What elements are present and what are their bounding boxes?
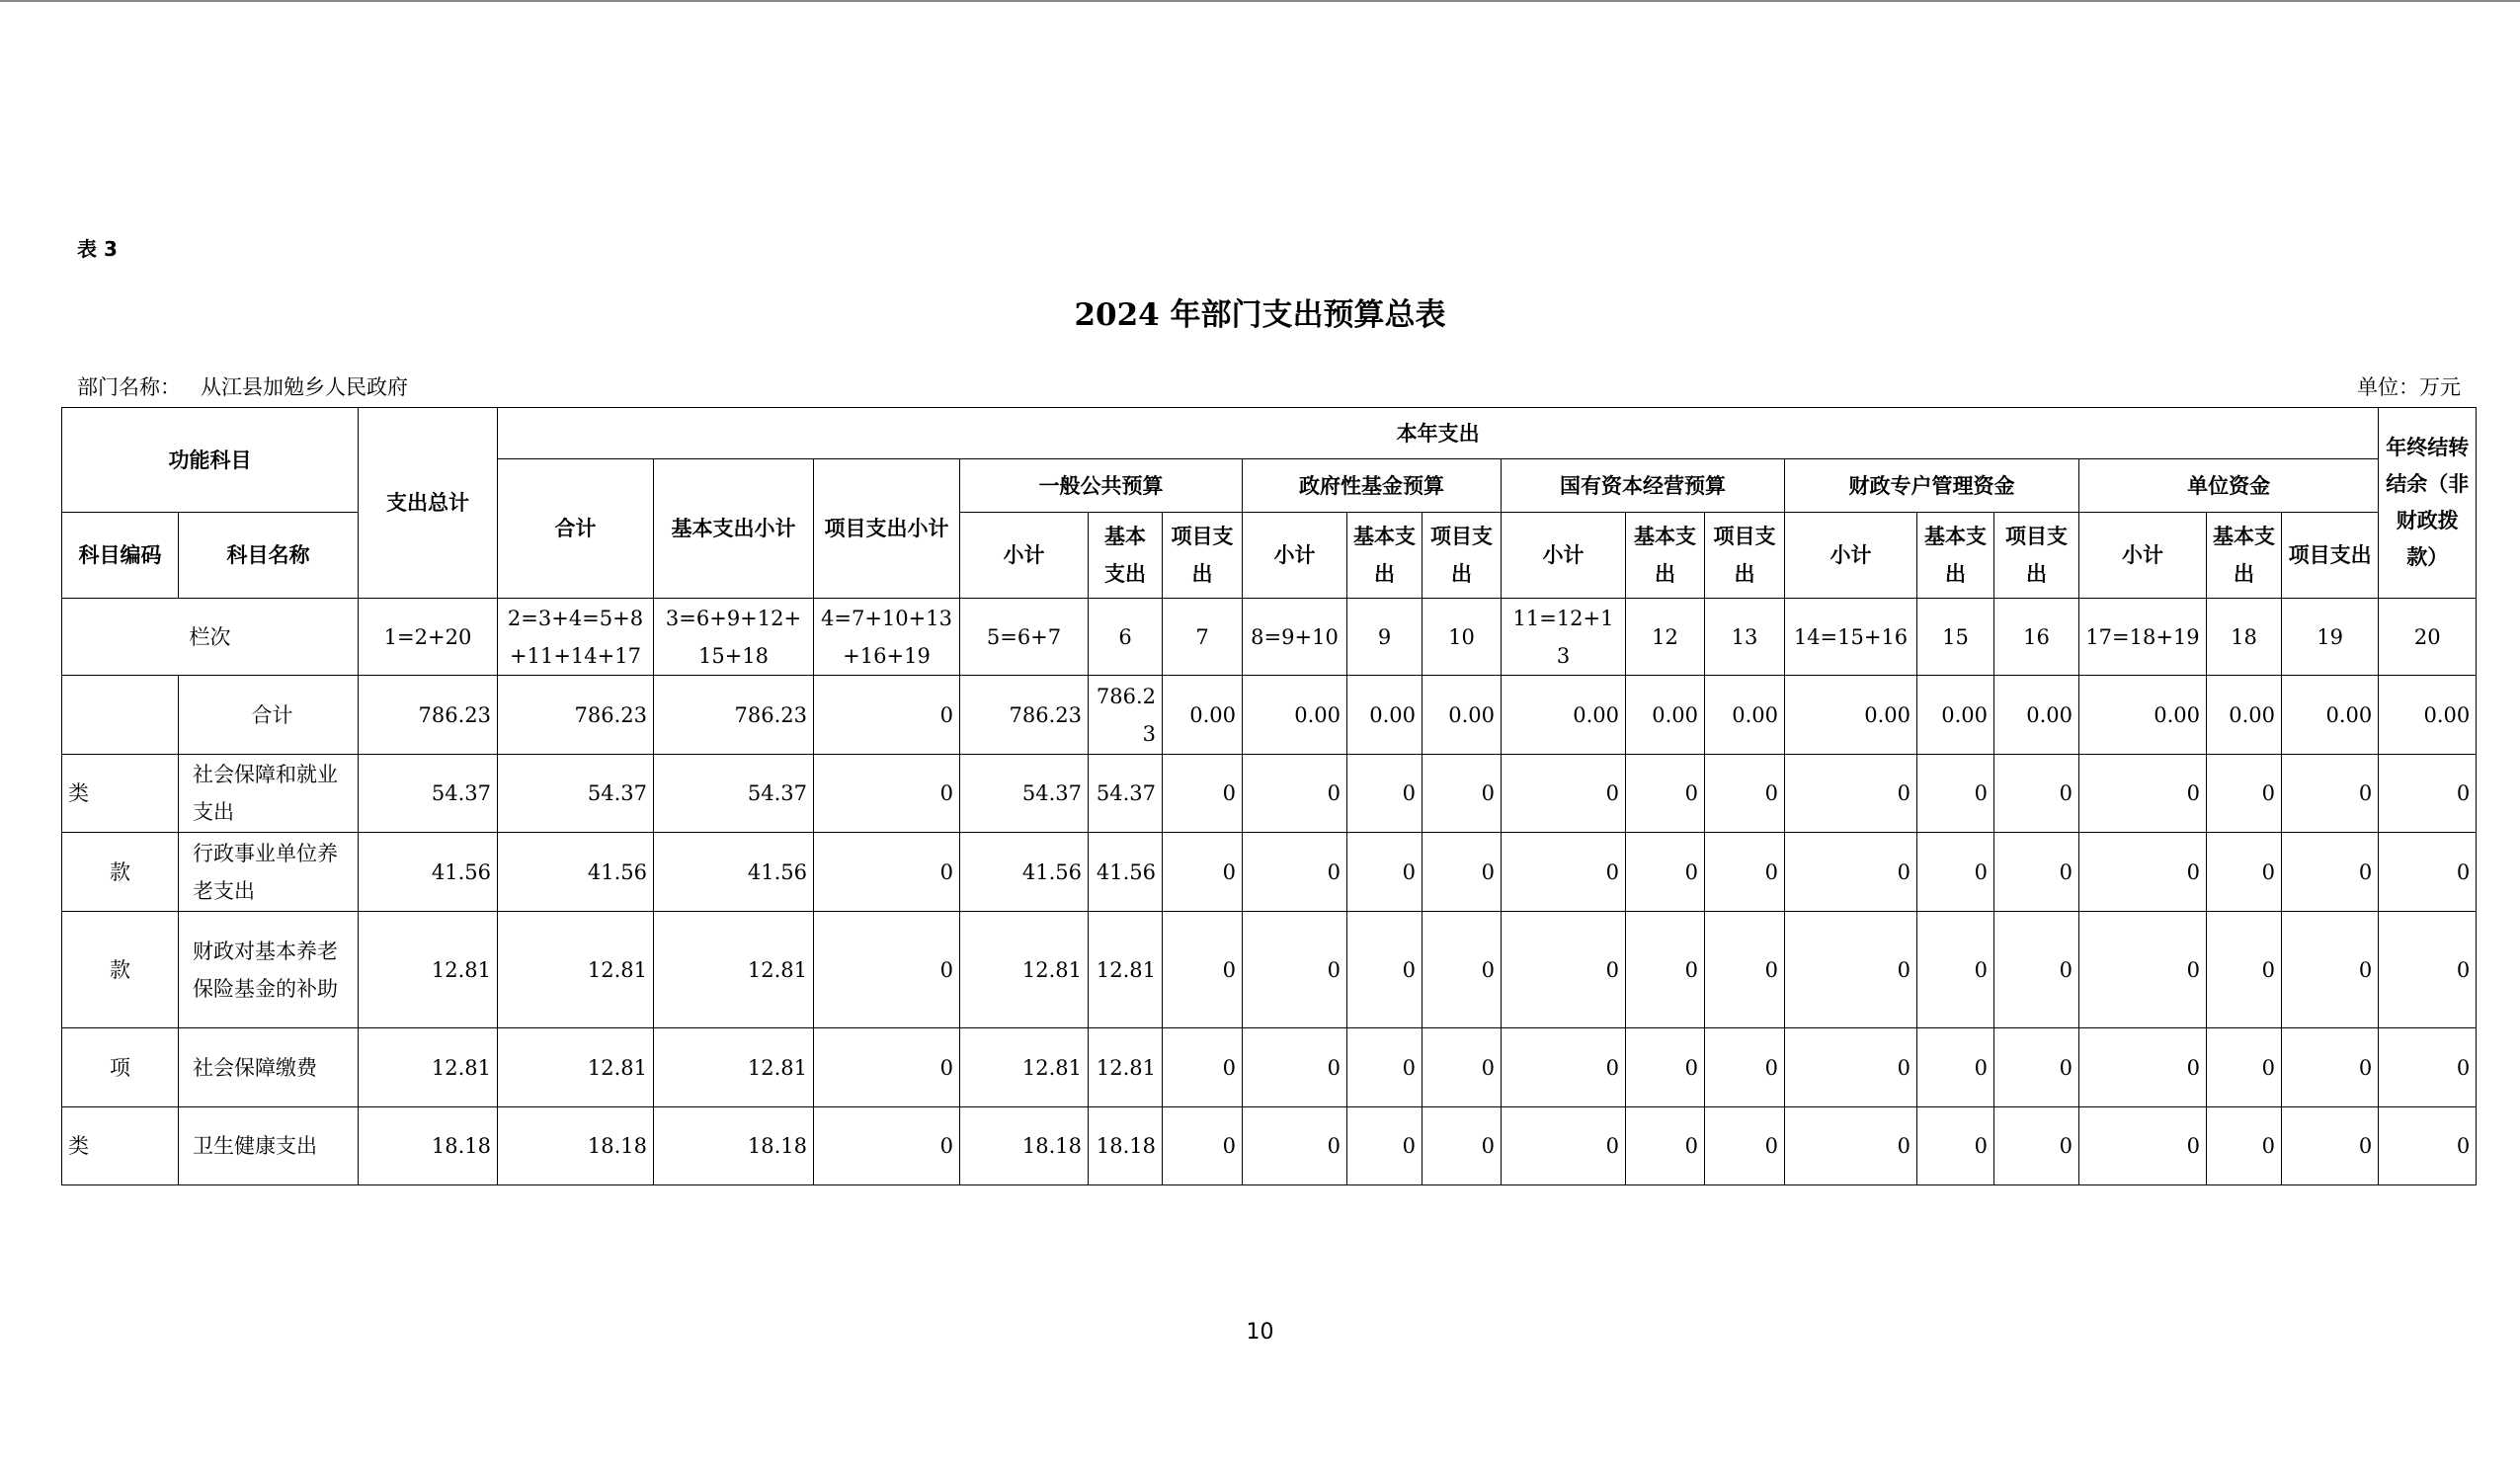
column-index-cell: 11=12+13 xyxy=(1502,599,1626,676)
value-cell: 0 xyxy=(1785,1028,1917,1107)
column-index-label: 栏次 xyxy=(62,599,359,676)
column-index-cell: 15 xyxy=(1917,599,1994,676)
header-fund-subtotal: 小计 xyxy=(1243,513,1347,599)
value-cell: 0 xyxy=(1502,1028,1626,1107)
subject-name-cell: 社会保障缴费 xyxy=(179,1028,359,1107)
value-cell: 0 xyxy=(1243,1028,1347,1107)
value-cell: 12.81 xyxy=(1089,1028,1163,1107)
value-cell: 0 xyxy=(1785,1107,1917,1185)
value-cell: 18.18 xyxy=(654,1107,814,1185)
value-cell: 0 xyxy=(1917,912,1994,1028)
subject-code-cell: 项 xyxy=(62,1028,179,1107)
value-cell: 0 xyxy=(2379,833,2477,912)
value-cell: 0 xyxy=(1705,912,1785,1028)
value-cell: 0.00 xyxy=(1423,676,1502,755)
table-row xyxy=(62,1028,2477,1107)
subject-code-cell: 款 xyxy=(62,912,179,1028)
header-state-capital: 国有资本经营预算 xyxy=(1502,459,1785,513)
column-index-cell: 1=2+20 xyxy=(359,599,498,676)
value-cell: 0.00 xyxy=(1163,676,1243,755)
value-cell: 0 xyxy=(1994,1107,2079,1185)
value-cell: 0 xyxy=(1917,1028,1994,1107)
column-index-cell: 16 xyxy=(1994,599,2079,676)
header-capital-subtotal: 小计 xyxy=(1502,513,1626,599)
value-cell: 54.37 xyxy=(498,755,654,833)
subject-code-cell: 类 xyxy=(62,1107,179,1185)
value-cell: 786.23 xyxy=(960,676,1089,755)
value-cell: 786.23 xyxy=(359,676,498,755)
value-cell: 0.00 xyxy=(2079,676,2207,755)
value-cell: 0 xyxy=(1243,833,1347,912)
value-cell: 0 xyxy=(2207,1107,2282,1185)
value-cell: 0 xyxy=(1163,755,1243,833)
header-gov-fund: 政府性基金预算 xyxy=(1243,459,1502,513)
subject-name-cell: 财政对基本养老保险基金的补助 xyxy=(179,912,359,1028)
value-cell: 0 xyxy=(1626,833,1705,912)
value-cell: 12.81 xyxy=(960,1028,1089,1107)
value-cell: 0 xyxy=(1502,1107,1626,1185)
column-index-cell: 10 xyxy=(1423,599,1502,676)
value-cell: 0.00 xyxy=(2207,676,2282,755)
value-cell: 0 xyxy=(1163,912,1243,1028)
value-cell: 0 xyxy=(2207,833,2282,912)
value-cell: 54.37 xyxy=(1089,755,1163,833)
budget-table xyxy=(61,407,2477,1185)
value-cell: 0.00 xyxy=(1243,676,1347,755)
subject-name-cell: 合计 xyxy=(179,676,359,755)
column-index-cell: 7 xyxy=(1163,599,1243,676)
subject-code-cell: 类 xyxy=(62,755,179,833)
header-unit-subtotal: 小计 xyxy=(2079,513,2207,599)
table-row xyxy=(62,755,2477,833)
value-cell: 0.00 xyxy=(2282,676,2379,755)
header-basic-subtotal: 基本支出小计 xyxy=(654,459,814,599)
value-cell: 12.81 xyxy=(960,912,1089,1028)
value-cell: 12.81 xyxy=(359,1028,498,1107)
column-index-cell: 8=9+10 xyxy=(1243,599,1347,676)
value-cell: 0 xyxy=(2282,1028,2379,1107)
table-row xyxy=(62,1107,2477,1185)
subject-name-cell: 卫生健康支出 xyxy=(179,1107,359,1185)
department-info xyxy=(77,371,428,401)
value-cell: 0 xyxy=(2207,1028,2282,1107)
value-cell: 0 xyxy=(1423,1028,1502,1107)
value-cell: 0 xyxy=(1917,1107,1994,1185)
value-cell: 0 xyxy=(1785,912,1917,1028)
column-index-cell: 12 xyxy=(1626,599,1705,676)
page-title: 2024 年部门支出预算总表 xyxy=(1074,297,1446,333)
value-cell: 0 xyxy=(1347,912,1423,1028)
header-sum: 合计 xyxy=(498,459,654,599)
value-cell: 18.18 xyxy=(359,1107,498,1185)
value-cell: 0 xyxy=(1994,755,2079,833)
value-cell: 0 xyxy=(1626,755,1705,833)
value-cell: 54.37 xyxy=(960,755,1089,833)
table-row xyxy=(62,833,2477,912)
header-special-basic: 基本支出 xyxy=(1917,513,1994,599)
column-index-cell: 5=6+7 xyxy=(960,599,1089,676)
header-general-subtotal: 小计 xyxy=(960,513,1089,599)
value-cell: 0 xyxy=(1163,1028,1243,1107)
value-cell: 0 xyxy=(2079,912,2207,1028)
value-cell: 0 xyxy=(2079,1107,2207,1185)
value-cell: 0 xyxy=(814,833,960,912)
value-cell: 0 xyxy=(814,912,960,1028)
value-cell: 0 xyxy=(1163,1107,1243,1185)
value-cell: 0 xyxy=(1705,755,1785,833)
header-capital-project: 项目支出 xyxy=(1705,513,1785,599)
value-cell: 0 xyxy=(1705,1107,1785,1185)
value-cell: 0 xyxy=(1917,833,1994,912)
value-cell: 0 xyxy=(1626,1028,1705,1107)
department-label: 部门名称： xyxy=(77,375,181,399)
value-cell: 0.00 xyxy=(1347,676,1423,755)
value-cell: 0 xyxy=(2282,1107,2379,1185)
department-name: 从江县加勉乡人民政府 xyxy=(201,375,408,399)
column-index-cell: 3=6+9+12+15+18 xyxy=(654,599,814,676)
header-unit-basic: 基本支出 xyxy=(2207,513,2282,599)
value-cell: 0 xyxy=(1347,1028,1423,1107)
value-cell: 18.18 xyxy=(1089,1107,1163,1185)
column-index-cell: 19 xyxy=(2282,599,2379,676)
header-total: 支出总计 xyxy=(359,408,498,599)
header-special-subtotal: 小计 xyxy=(1785,513,1917,599)
value-cell: 0 xyxy=(2379,912,2477,1028)
value-cell: 0 xyxy=(1347,1107,1423,1185)
header-general-basic: 基本支出 xyxy=(1089,513,1163,599)
value-cell: 12.81 xyxy=(654,912,814,1028)
value-cell: 0.00 xyxy=(1785,676,1917,755)
value-cell: 0 xyxy=(1423,755,1502,833)
header-unit-fund: 单位资金 xyxy=(2079,459,2379,513)
value-cell: 0 xyxy=(1994,833,2079,912)
header-special-project: 项目支出 xyxy=(1994,513,2079,599)
value-cell: 0 xyxy=(1502,833,1626,912)
value-cell: 0 xyxy=(1785,755,1917,833)
column-index-cell: 18 xyxy=(2207,599,2282,676)
value-cell: 0 xyxy=(2079,833,2207,912)
value-cell: 18.18 xyxy=(960,1107,1089,1185)
value-cell: 0 xyxy=(814,755,960,833)
header-subject-name: 科目名称 xyxy=(179,513,359,599)
value-cell: 12.81 xyxy=(498,912,654,1028)
column-index-cell: 2=3+4=5+8+11+14+17 xyxy=(498,599,654,676)
value-cell: 0 xyxy=(1243,912,1347,1028)
value-cell: 18.18 xyxy=(498,1107,654,1185)
value-cell: 0 xyxy=(1347,833,1423,912)
value-cell: 0 xyxy=(1705,1028,1785,1107)
value-cell: 0 xyxy=(2379,755,2477,833)
value-cell: 0 xyxy=(2379,1107,2477,1185)
value-cell: 12.81 xyxy=(654,1028,814,1107)
value-cell: 0 xyxy=(814,676,960,755)
header-special-fund: 财政专户管理资金 xyxy=(1785,459,2079,513)
header-yearend: 年终结转结余（非财政拨款） xyxy=(2379,408,2477,599)
value-cell: 0.00 xyxy=(1626,676,1705,755)
value-cell: 0 xyxy=(1785,833,1917,912)
value-cell: 0 xyxy=(1423,912,1502,1028)
value-cell: 12.81 xyxy=(359,912,498,1028)
value-cell: 0 xyxy=(2282,912,2379,1028)
value-cell: 0.00 xyxy=(1994,676,2079,755)
unit-label: 单位：万元 xyxy=(2357,375,2461,399)
value-cell: 0 xyxy=(2079,755,2207,833)
value-cell: 0 xyxy=(1502,912,1626,1028)
value-cell: 0 xyxy=(2282,833,2379,912)
value-cell: 0 xyxy=(1626,1107,1705,1185)
value-cell: 0 xyxy=(1994,1028,2079,1107)
column-index-row xyxy=(62,599,2477,676)
value-cell: 0 xyxy=(2282,755,2379,833)
top-border-line xyxy=(0,0,2520,2)
value-cell: 0.00 xyxy=(1502,676,1626,755)
value-cell: 41.56 xyxy=(960,833,1089,912)
value-cell: 786.23 xyxy=(654,676,814,755)
value-cell: 0 xyxy=(1423,833,1502,912)
value-cell: 0.00 xyxy=(2379,676,2477,755)
table-row xyxy=(62,912,2477,1028)
value-cell: 0 xyxy=(1626,912,1705,1028)
value-cell: 0 xyxy=(2207,755,2282,833)
header-project-subtotal: 项目支出小计 xyxy=(814,459,960,599)
value-cell: 41.56 xyxy=(359,833,498,912)
value-cell: 786.23 xyxy=(498,676,654,755)
header-subject-code: 科目编码 xyxy=(62,513,179,599)
value-cell: 0 xyxy=(2207,912,2282,1028)
subject-code-cell xyxy=(62,676,179,755)
column-index-cell: 14=15+16 xyxy=(1785,599,1917,676)
value-cell: 41.56 xyxy=(654,833,814,912)
value-cell: 41.56 xyxy=(1089,833,1163,912)
value-cell: 0 xyxy=(1163,833,1243,912)
value-cell: 0 xyxy=(1705,833,1785,912)
value-cell: 0 xyxy=(814,1107,960,1185)
subject-name-cell: 社会保障和就业支出 xyxy=(179,755,359,833)
header-fund-basic: 基本支出 xyxy=(1347,513,1423,599)
value-cell: 0 xyxy=(1243,1107,1347,1185)
header-func-subject: 功能科目 xyxy=(62,408,359,513)
header-general-project: 项目支出 xyxy=(1163,513,1243,599)
value-cell: 0 xyxy=(814,1028,960,1107)
value-cell: 0 xyxy=(1502,755,1626,833)
header-capital-basic: 基本支出 xyxy=(1626,513,1705,599)
value-cell: 0 xyxy=(1347,755,1423,833)
value-cell: 0 xyxy=(1423,1107,1502,1185)
value-cell: 0 xyxy=(2379,1028,2477,1107)
header-current-year: 本年支出 xyxy=(498,408,2379,459)
value-cell: 0.00 xyxy=(1917,676,1994,755)
column-index-cell: 6 xyxy=(1089,599,1163,676)
value-cell: 786.23 xyxy=(1089,676,1163,755)
page-number: 10 xyxy=(1246,1320,1274,1345)
value-cell: 12.81 xyxy=(1089,912,1163,1028)
value-cell: 0.00 xyxy=(1705,676,1785,755)
value-cell: 12.81 xyxy=(498,1028,654,1107)
value-cell: 41.56 xyxy=(498,833,654,912)
header-general-budget: 一般公共预算 xyxy=(960,459,1243,513)
table-row xyxy=(62,676,2477,755)
value-cell: 0 xyxy=(2079,1028,2207,1107)
subject-name-cell: 行政事业单位养老支出 xyxy=(179,833,359,912)
column-index-cell: 17=18+19 xyxy=(2079,599,2207,676)
value-cell: 0 xyxy=(1917,755,1994,833)
header-unit-project: 项目支出 xyxy=(2282,513,2379,599)
value-cell: 0 xyxy=(1994,912,2079,1028)
value-cell: 54.37 xyxy=(654,755,814,833)
subject-code-cell: 款 xyxy=(62,833,179,912)
column-index-cell: 4=7+10+13+16+19 xyxy=(814,599,960,676)
value-cell: 54.37 xyxy=(359,755,498,833)
column-index-cell: 20 xyxy=(2379,599,2477,676)
column-index-cell: 9 xyxy=(1347,599,1423,676)
column-index-cell: 13 xyxy=(1705,599,1785,676)
value-cell: 0 xyxy=(1243,755,1347,833)
table-body xyxy=(62,676,2477,1185)
table-label: 表 3 xyxy=(77,237,118,261)
header-fund-project: 项目支出 xyxy=(1423,513,1502,599)
